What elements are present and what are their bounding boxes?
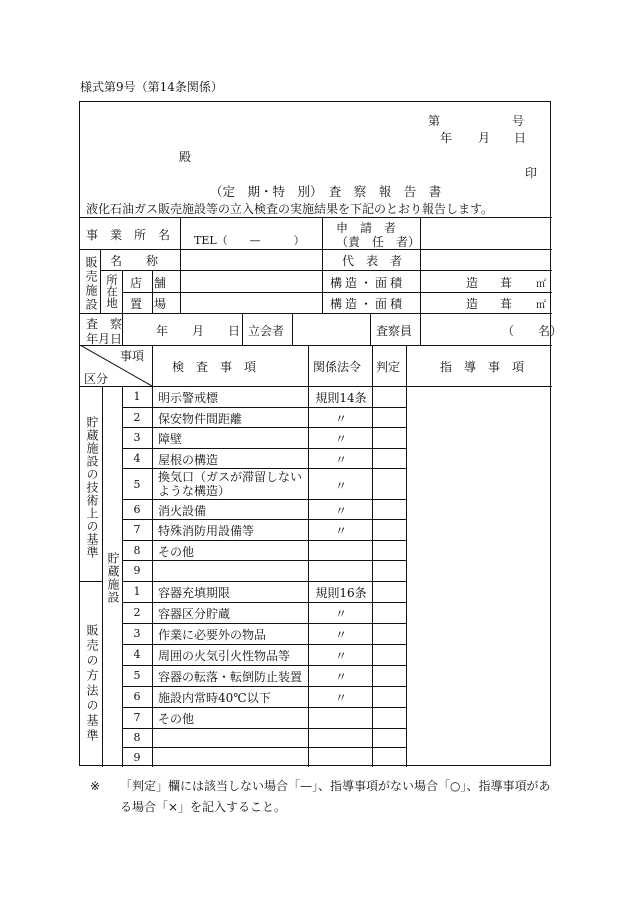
g1-item-3: 障壁 [158,432,183,446]
g1-no-7: 7 [133,523,141,536]
corner-item-label: 事項 [120,349,145,363]
inspection-date-value: 年 月 日 [156,324,241,338]
form-number: 様式第9号（第14条関係） [80,80,223,94]
tel-field: TEL（ — ） [194,234,305,247]
g1-law-2: 〃 [334,412,347,426]
facility-name-label: 名 称 [110,254,159,268]
seal-mark: 印 [525,166,538,180]
date-month: 月 [478,131,491,145]
note-mark: ※ [90,779,101,793]
g2-item-3: 作業に必要外の物品 [158,628,267,642]
structure-zou-2: 造 [466,297,479,311]
g2-no-4: 4 [133,648,141,661]
intro-text: 液化石油ガス販売施設等の立入検査の実施結果を下記のとおり報告します。 [86,202,494,216]
area-unit-1: ㎡ [536,279,546,290]
g1-law-6: 〃 [334,504,347,518]
addressee: 殿 [179,150,192,164]
attendee-label: 立会者 [248,324,285,338]
section-sales-method: 販売の方法の基準 [85,624,99,744]
footnote [90,776,555,818]
location-label: 所在地 [105,274,119,309]
g1-law-3: 〃 [334,432,347,446]
g1-law-1: 規則14条 [315,391,367,405]
g1-no-6: 6 [133,503,141,516]
g1-no-5: 5 [133,478,141,491]
report-form [79,101,563,766]
g1-no-2: 2 [133,411,141,424]
g2-no-2: 2 [133,606,141,619]
g1-no-9: 9 [133,564,141,577]
g2-item-6: 施設内常時40℃以下 [158,691,271,705]
g1-item-4: 屋根の構造 [158,453,219,467]
g2-item-1: 容器充填期限 [158,586,231,600]
g1-no-1: 1 [133,390,141,403]
g1-item-5: 換気口（ガスが滞留しないような構造） [158,470,303,498]
structure-area-label-2: 構造・面積 [330,297,406,311]
inspector-label: 査察員 [376,324,413,338]
date-year: 年 [440,131,453,145]
responsible-label: （責 任 者） [336,235,421,249]
inspection-date-label-1: 査 察 [86,317,123,331]
applicant-label: 申 請 者 [336,221,397,235]
g2-law-3: 〃 [334,628,347,642]
g2-law-1: 規則16条 [315,586,367,600]
roof-fuki-1: 葺 [500,276,513,290]
g1-item-6: 消火設備 [158,504,207,518]
section-storage-technical: 貯蔵施設の技術上の基準 [85,416,99,559]
g1-law-4: 〃 [334,453,347,467]
corner-category-label: 区分 [84,372,109,386]
g1-item-8: その他 [158,545,195,559]
report-title: （定 期・特 別） 査 察 報 告 書 [210,184,442,199]
g1-item-7: 特殊消防用設備等 [158,524,255,538]
g2-law-2: 〃 [334,607,347,621]
g2-item-7: その他 [158,712,195,726]
g2-law-6: 〃 [334,691,347,705]
g2-no-5: 5 [133,669,141,682]
g2-no-7: 7 [133,711,141,724]
g1-law-5: 〃 [334,479,347,493]
col-inspection-items: 検 査 事 項 [172,360,257,374]
note-text: 「判定」欄には該当しない場合「—」、指導事項がない場合「○」、指導事項がある場合「×」を記入すること。 [120,779,551,814]
g2-item-5: 容器の転落・転倒防止装置 [158,670,303,684]
g2-item-2: 容器区分貯蔵 [158,607,231,621]
g2-law-5: 〃 [334,670,347,684]
structure-zou-1: 造 [466,276,479,290]
number-prefix: 第 [428,114,441,128]
inspector-count: （ 名） [502,324,563,338]
g2-no-9: 9 [133,751,141,764]
sales-facility-label: 販売施設 [84,256,98,312]
date-day: 日 [514,131,527,145]
structure-area-label-1: 構造・面積 [330,276,406,290]
g1-no-4: 4 [133,452,141,465]
store-label: 店 舗 [130,276,167,290]
inspection-date-label-2: 年月日 [86,332,123,346]
g2-law-4: 〃 [334,649,347,663]
g1-no-3: 3 [133,431,141,444]
col-judgment: 判定 [376,360,401,374]
g1-item-2: 保安物件間距離 [158,412,243,426]
g2-no-3: 3 [133,627,141,640]
col-related-law: 関係法令 [313,360,362,374]
area-unit-2: ㎡ [536,300,546,311]
representative-label: 代 表 者 [342,254,403,268]
office-name-label: 事 業 所 名 [86,228,171,242]
g1-law-7: 〃 [334,524,347,538]
g1-item-1: 明示警戒標 [158,391,219,405]
g2-no-6: 6 [133,690,141,703]
g2-no-8: 8 [133,731,141,744]
roof-fuki-2: 葺 [500,297,513,311]
g1-no-8: 8 [133,544,141,557]
g2-no-1: 1 [133,585,141,598]
section-storage-facility: 貯蔵施設 [106,552,120,604]
number-suffix: 号 [512,114,525,128]
col-guidance: 指 導 事 項 [440,360,525,374]
g2-item-4: 周囲の火気引火性物品等 [158,649,291,663]
storage-place-label: 置 場 [130,297,167,311]
